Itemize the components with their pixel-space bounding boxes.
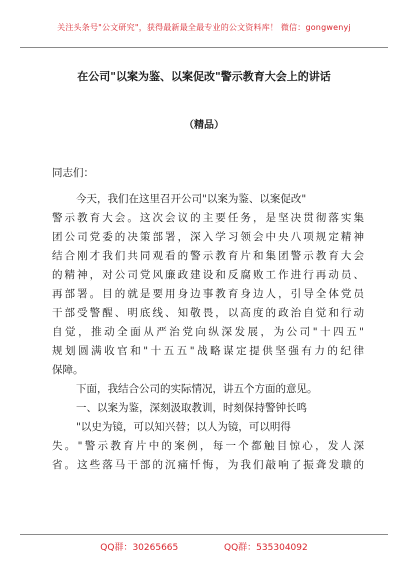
footer-divider bbox=[20, 534, 388, 535]
paragraph-line: 规划圆满收官和"十五五"战略谋定提供坚强有力的纪律 bbox=[52, 345, 364, 357]
paragraph-line: 团公司党委的决策部署，深入学习领会中央八项规定精神 bbox=[52, 231, 364, 243]
header-divider bbox=[20, 47, 388, 48]
document-title: 在公司"以案为鉴、以案促改"警示教育大会上的讲话 bbox=[77, 70, 331, 83]
paragraph-line: 下面，我结合公司的实际情况，讲五个方面的意见。 bbox=[76, 383, 318, 395]
header-banner: 关注头条号"公文研究"，获得最新最全最专业的公文资料库！ 微信：gongwenyj bbox=[57, 23, 351, 32]
document-body bbox=[52, 164, 364, 475]
paragraph-line: 的精神，对公司党风廉政建设和反腐败工作进行再动员、 bbox=[52, 269, 364, 281]
paragraph-line: 自觉，推动全面从严治党向纵深发展，为公司"十四五" bbox=[52, 326, 364, 338]
paragraph-line: 再部署。目的就是要用身边事教育身边人，引导全体党员 bbox=[52, 288, 364, 300]
document-subtitle: （精品） bbox=[184, 120, 224, 131]
paragraph-line: 保障。 bbox=[52, 364, 84, 376]
paragraph-line: 结合刚才我们共同观看的警示教育片和集团警示教育大会 bbox=[52, 250, 364, 262]
paragraph-line: 失。"警示教育片中的案例，每一个都触目惊心，发人深 bbox=[52, 440, 364, 452]
greeting: 同志们： bbox=[52, 167, 94, 179]
paragraph-line: 省。这些落马干部的沉痛忏悔，为我们敲响了振聋发聩的 bbox=[52, 459, 364, 471]
paragraph-line: 今天，我们在这里召开公司"以案为鉴、以案促改" bbox=[76, 193, 307, 205]
paragraph-line: 警示教育大会。这次会议的主要任务，是坚决贯彻落实集 bbox=[52, 212, 364, 224]
section-heading: 一、以案为鉴，深刻汲取教训，时刻保持警钟长鸣 bbox=[76, 402, 307, 414]
paragraph-line: 干部受警醒、明底线、知敬畏，以高度的政治自觉和行动 bbox=[52, 307, 364, 319]
footer bbox=[0, 540, 408, 553]
footer-qq-group-1: QQ群：30265665 bbox=[100, 543, 179, 553]
footer-qq-group-2: QQ群：535304092 bbox=[224, 543, 308, 553]
paragraph-line: "以史为镜，可以知兴替；以人为镜，可以明得 bbox=[76, 421, 291, 433]
